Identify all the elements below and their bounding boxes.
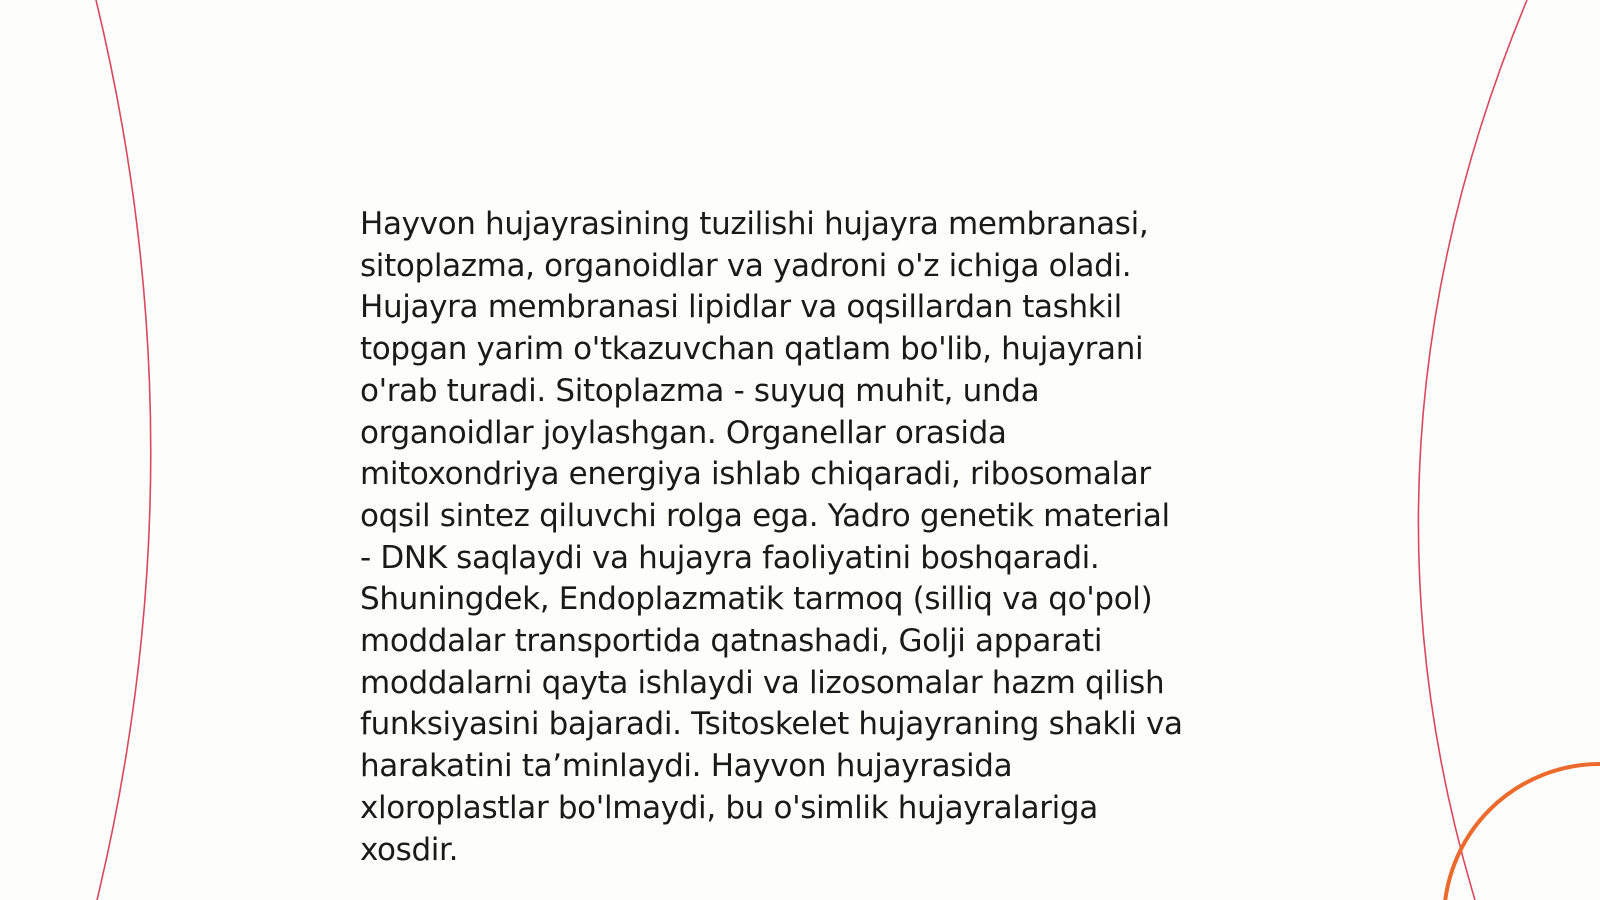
orange-accent-arc (1444, 764, 1600, 900)
left-curve-line (96, 0, 151, 900)
body-text: Hayvon hujayrasining tuzilishi hujayra membranasi, sitoplazma, organoidlar va yadroni o'z ichiga oladi. Hujayra membranasi lipidlar va oqsillardan tashkil topgan yarim o'tkazuvchan qatlam bo'lib, hujayrani o'rab turadi. Sitoplazma - suyuq muhit, unda organoidlar joylashgan. Organellar orasida mitoxondriya energiya ishlab chiqaradi, ribosomalar oqsil sintez qiluvchi rolga ega. Yadro genetik material - DNK saqlaydi va hujayra faoliyatini boshqaradi. Shuningdek, Endoplazmatik tarmoq (silliq va qo'pol) moddalar transportida qatnashadi, Golji apparati moddalarni qayta ishlaydi va lizosomalar hazm qilish funksiyasini bajaradi. Tsitoskelet hujayraning shakli va harakatini ta’minlaydi. Hayvon hujayrasida xloroplastlar bo'lmaydi, bu o'simlik hujayralariga xosdir. (360, 206, 1183, 868)
right-curve-line (1418, 0, 1527, 900)
